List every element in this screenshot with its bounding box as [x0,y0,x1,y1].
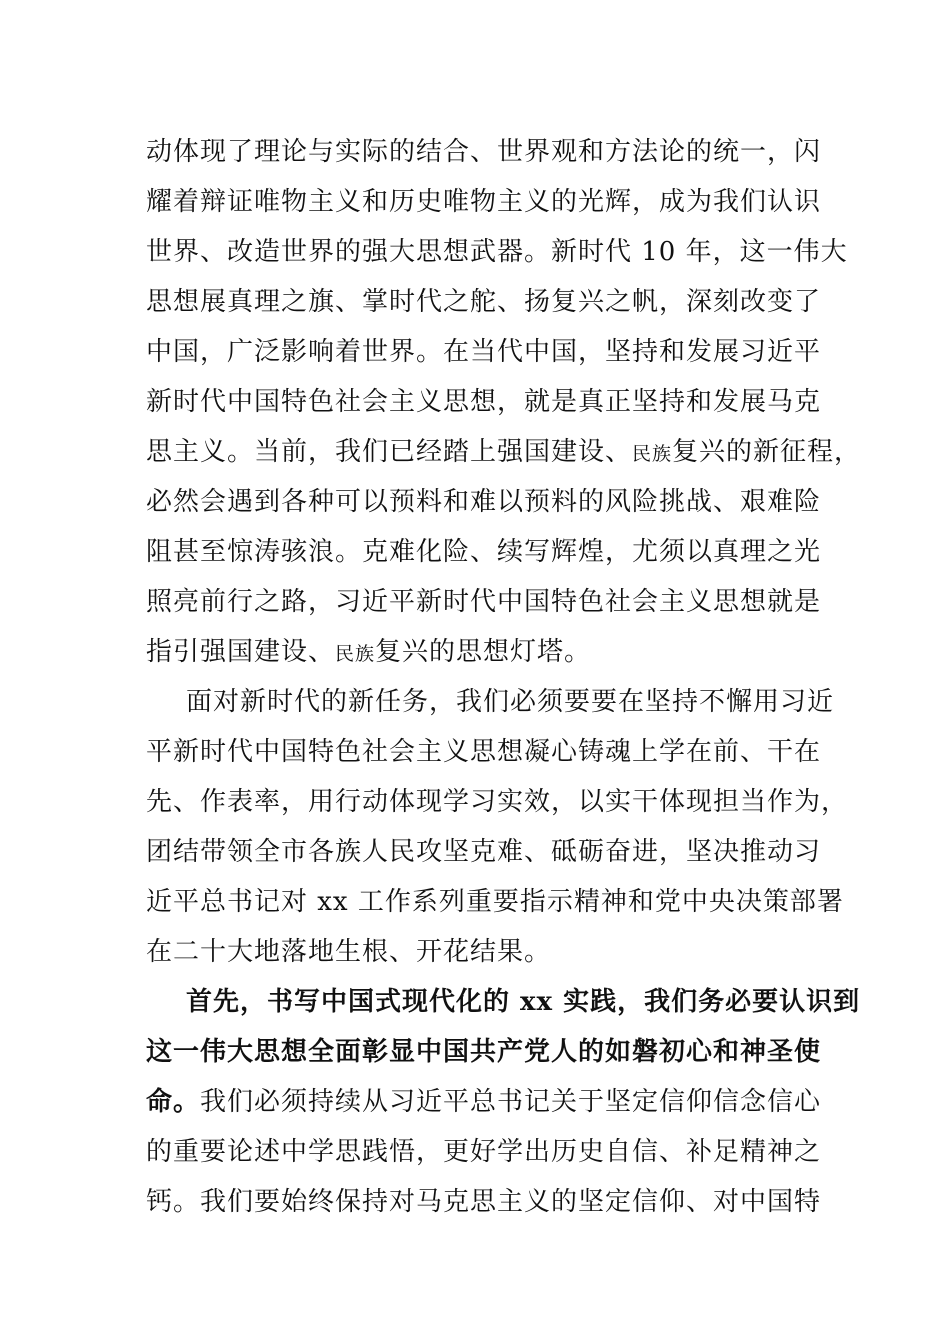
paragraph-1-line-7-small-text: 民族 [632,443,673,465]
paragraph-1-line-6: 新时代中国特色社会主义思想，就是真正坚持和发展马克 [146,387,822,417]
paragraph-3-bold-line-2: 这一伟大思想全面彰显中国共产党人的如磐初心和神圣使 [146,1037,822,1067]
paragraph-1-line-9: 阻甚至惊涛骇浪。克难化险、续写辉煌，尤须以真理之光 [146,537,822,567]
paragraph-1-line-7-part-a: 思主义。当前，我们已经踏上强国建设、 [146,437,633,467]
paragraph-1-line-2: 耀着辩证唯物主义和历史唯物主义的光辉，成为我们认识 [146,187,822,217]
paragraph-1-line-4: 思想展真理之旗、掌时代之舵、扬复兴之帆，深刻改变了 [146,287,822,317]
paragraph-3-line-3 [146,1077,822,1127]
document-body [146,127,862,1227]
paragraph-1-line-5: 中国，广泛影响着世界。在当代中国，坚持和发展习近平 [146,337,822,367]
paragraph-2-line-4: 团结带领全市各族人民攻坚克难、砥砺奋进，坚决推动习 [146,837,822,867]
paragraph-2-line-1: 面对新时代的新任务，我们必须要要在坚持不懈用习近 [186,687,835,717]
paragraph-1-line-10: 照亮前行之路，习近平新时代中国特色社会主义思想就是 [146,587,822,617]
paragraph-3-line-4: 的重要论述中学思践悟，更好学出历史自信、补足精神之 [146,1137,822,1167]
paragraph-1-line-7-part-b: 复兴的新征程， [672,437,862,467]
paragraph-1-line-1: 动体现了理论与实际的结合、世界观和方法论的统一，闪 [146,137,822,167]
paragraph-1-line-8: 必然会遇到各种可以预料和难以预料的风险挑战、艰难险 [146,487,822,517]
paragraph-3-line-5: 钙。我们要始终保持对马克思主义的坚定信仰、对中国特 [146,1187,822,1217]
paragraph-1-line-11-part-a: 指引强国建设、 [146,637,336,667]
paragraph-1-line-3: 世界、改造世界的强大思想武器。新时代 10 年，这一伟大 [146,237,848,267]
paragraph-3-line-3-rest: 我们必须持续从习近平总书记关于坚定信仰信念信心 [200,1087,822,1117]
paragraph-2-line-3: 先、作表率，用行动体现学习实效，以实干体现担当作为， [146,787,849,817]
paragraph-2-line-2: 平新时代中国特色社会主义思想凝心铸魂上学在前、干在 [146,737,822,767]
paragraph-3-bold-line-1: 首先，书写中国式现代化的 xx 实践，我们务必要认识到 [186,987,861,1017]
paragraph-1-line-11-part-b: 复兴的思想灯塔。 [375,637,592,667]
paragraph-1-line-7 [146,427,862,477]
paragraph-2-line-5: 近平总书记对 xx 工作系列重要指示精神和党中央决策部署 [146,887,844,917]
paragraph-1-line-11-small-text: 民族 [335,643,376,665]
paragraph-2-line-6: 在二十大地落地生根、开花结果。 [146,937,552,967]
paragraph-3-bold-prefix: 命。 [146,1087,201,1117]
paragraph-1-line-11 [146,627,816,677]
